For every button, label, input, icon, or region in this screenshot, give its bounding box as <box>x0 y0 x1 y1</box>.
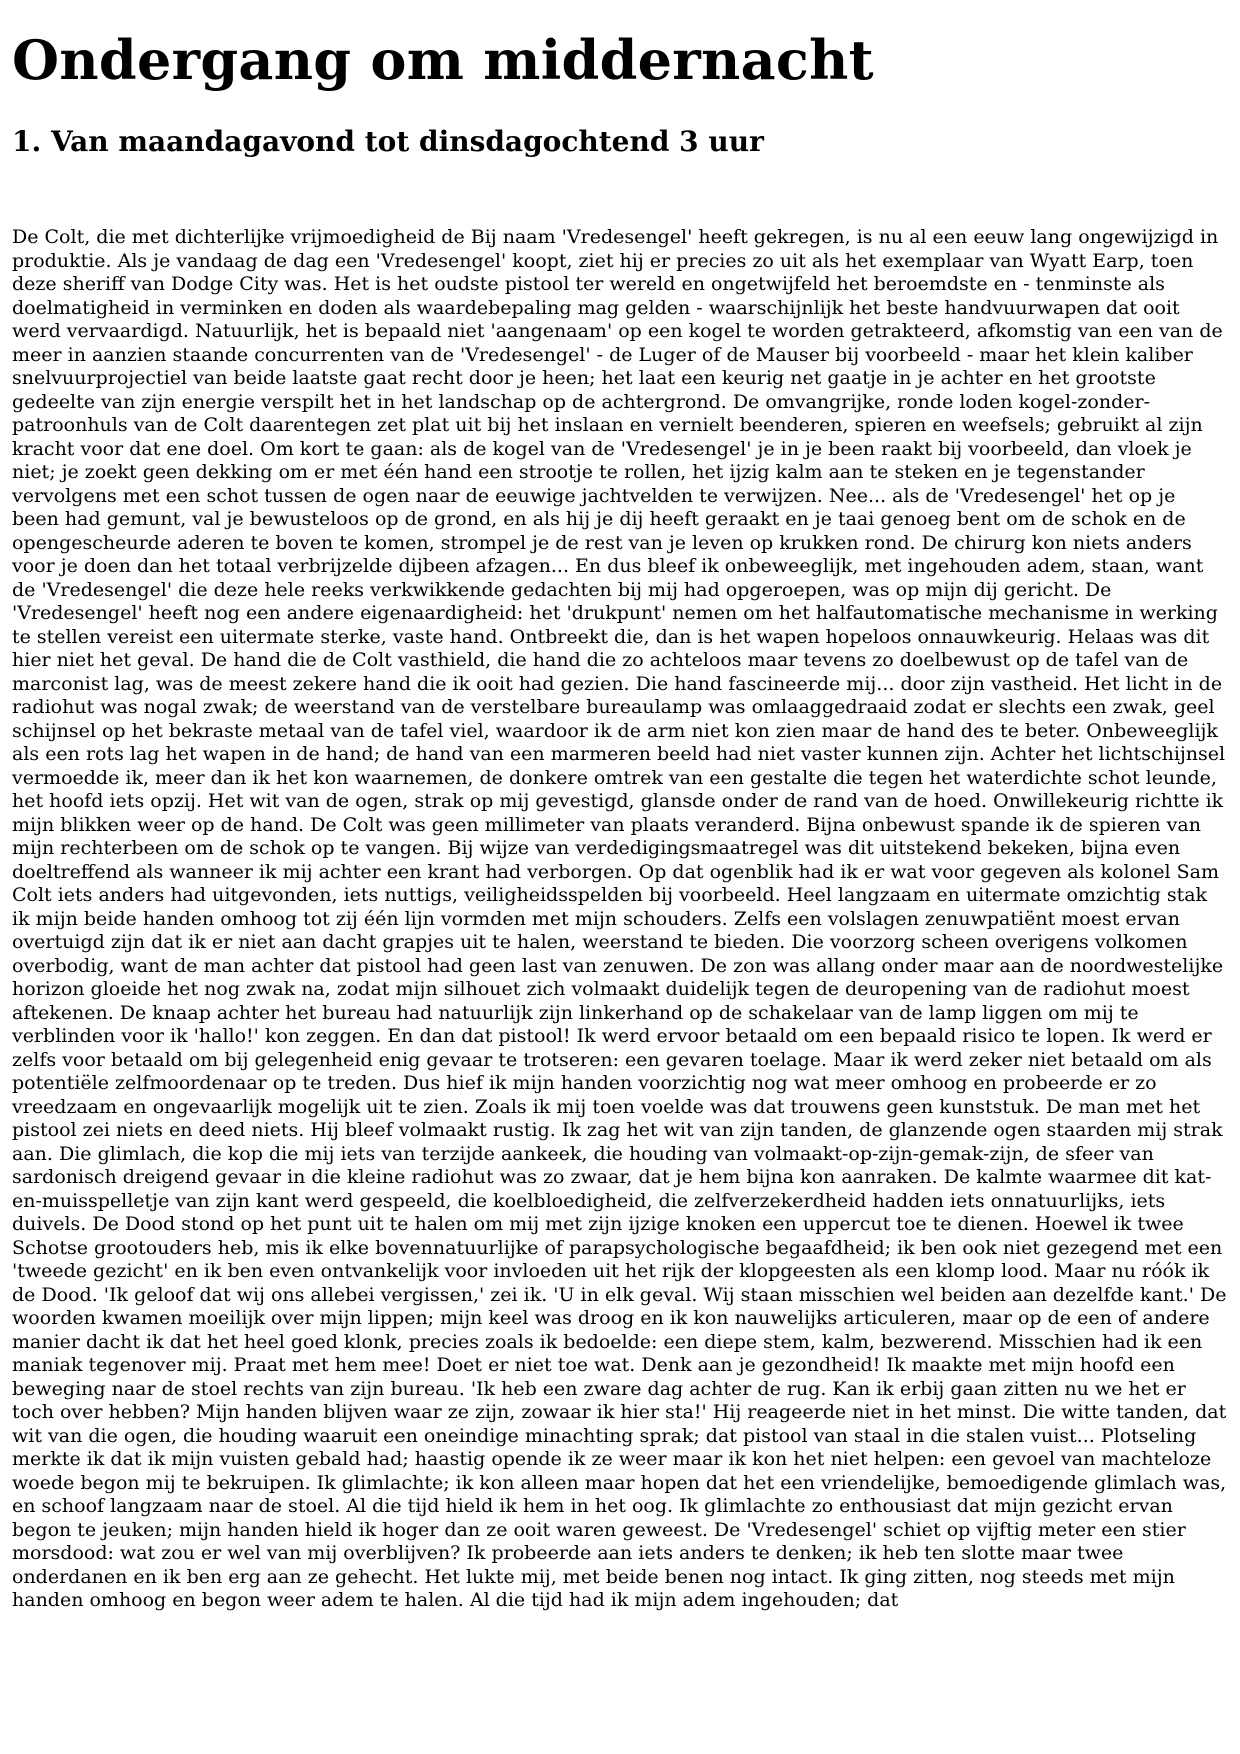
document-title: Ondergang om middernacht <box>12 28 874 92</box>
chapter-heading: 1. Van maandagavond tot dinsdagochtend 3 uur <box>12 125 764 158</box>
body-paragraph: De Colt, die met dichterlijke vrijmoedigheid de Bij naam 'Vredesengel' heeft gekregen, is nu al een eeuw lang ongewijzigd in produktie. Als je vandaag de dag een 'Vredesengel' koopt, ziet hij er precies zo uit als het exemplaar van Wyatt Earp, toen deze sheriff van Dodge City was. Het is het oudste pistool ter wereld en ongetwijfeld het beroemdste en - tenminste als doelmatigheid in verminken en doden als waardebepaling mag gelden - waarschijnlijk het beste handvuurwapen dat ooit werd vervaardigd. Natuurlijk, het is bepaald niet 'aangenaam' op een kogel te worden getrakteerd, afkomstig van een van de meer in aanzien staande concurrenten van de 'Vredesengel' - de Luger of de Mauser bij voorbeeld - maar het klein kaliber snelvuurprojectiel van beide laatste gaat recht door je heen; het laat een keurig net gaatje in je achter en het grootste gedeelte van zijn energie verspilt het in het landschap op de achtergrond. De omvangrijke, ronde loden kogel-zonder-patroonhuls van de Colt daarentegen zet plat uit bij het inslaan en vernielt beenderen, spieren en weefsels; gebruikt al zijn kracht voor dat ene doel. Om kort te gaan: als de kogel van de 'Vredesengel' je in je been raakt bij voorbeeld, dan vloek je niet; je zoekt geen dekking om er met één hand een strootje te rollen, het ijzig kalm aan te steken en je tegenstander vervolgens met een schot tussen de ogen naar de eeuwige jachtvelden te verwijzen. Nee... als de 'Vredesengel' het op je been had gemunt, val je bewusteloos op de grond, en als hij je dij heeft geraakt en je taai genoeg bent om de schok en de opengescheurde aderen te boven te komen, strompel je de rest van je leven op krukken rond. De chirurg kon niets anders voor je doen dan het totaal verbrijzelde dijbeen afzagen... En dus bleef ik onbeweeglijk, met ingehouden adem, staan, want de 'Vredesengel' die deze hele reeks verkwikkende gedachten bij mij had opgeroepen, was op mijn dij gericht. De 'Vredesengel' heeft nog een andere eigenaardigheid: het 'drukpunt' nemen om het halfautomatische mechanisme in werking te stellen vereist een uitermate sterke, vaste hand. Ontbreekt die, dan is het wapen hopeloos onnauwkeurig. Helaas was dit hier niet het geval. De hand die de Colt vasthield, die hand die zo achteloos maar tevens zo doelbewust op de tafel van de marconist lag, was de meest zekere hand die ik ooit had gezien. Die hand fascineerde mij... door zijn vastheid. Het licht in de radiohut was nogal zwak; de weerstand van de verstelbare bureaulamp was omlaaggedraaid zodat er slechts een zwak, geel schijnsel op het bekraste metaal van de tafel viel, waardoor ik de arm niet kon zien maar de hand des te beter. Onbeweeglijk als een rots lag het wapen in de hand; de hand van een marmeren beeld had niet vaster kunnen zijn. Achter het lichtschijnsel vermoedde ik, meer dan ik het kon waarnemen, de donkere omtrek van een gestalte die tegen het waterdichte schot leunde, het hoofd iets opzij. Het wit van de ogen, strak op mij gevestigd, glansde onder de rand van de hoed. Onwillekeurig richtte ik mijn blikken weer op de hand. De Colt was geen millimeter van plaats veranderd. Bijna onbewust spande ik de spieren van mijn rechterbeen om de schok op te vangen. Bij wijze van verdedigingsmaatregel was dit uitstekend bekeken, bijna even doeltreffend als wanneer ik mij achter een krant had verborgen. Op dat ogenblik had ik er wat voor gegeven als kolonel Sam Colt iets anders had uitgevonden, iets nuttigs, veiligheidsspelden bij voorbeeld. Heel langzaam en uitermate omzichtig stak ik mijn beide handen omhoog tot zij één lijn vormden met mijn schouders. Zelfs een volslagen zenuwpatiënt moest ervan overtuigd zijn dat ik er niet aan dacht grapjes uit te halen, weerstand te bieden. Die voorzorg scheen overigens volkomen overbodig, want de man achter dat pistool had geen last van zenuwen. De zon was allang onder maar aan de noordwestelijke horizon gloeide het nog zwak na, zodat mijn silhouet zich volmaakt duidelijk tegen de deuropening van de radiohut moest aftekenen. De knaap achter het bureau had natuurlijk zijn linkerhand op de schakelaar van de lamp liggen om mij te verblinden voor ik 'hallo!' kon zeggen. En dan dat pistool! Ik werd ervoor betaald om een bepaald risico te lopen. Ik werd er zelfs voor betaald om bij gelegenheid enig gevaar te trotseren: een gevaren toelage. Maar ik werd zeker niet betaald om als potentiële zelfmoordenaar op te treden. Dus hief ik mijn handen voorzichtig nog wat meer omhoog en probeerde er zo vreedzaam en ongevaarlijk mogelijk uit te zien. Zoals ik mij toen voelde was dat trouwens geen kunststuk. De man met het pistool zei niets en deed niets. Hij bleef volmaakt rustig. Ik zag het wit van zijn tanden, de glanzende ogen staarden mij strak aan. Die glimlach, die kop die mij iets van terzijde aankeek, die houding van volmaakt-op-zijn-gemak-zijn, de sfeer van sardonisch dreigend gevaar in die kleine radiohut was zo zwaar, dat je hem bijna kon aanraken. De kalmte waarmee dit kat-en-muisspelletje van zijn kant werd gespeeld, die koelbloedigheid, die zelfverzekerdheid hadden iets onnatuurlijks, iets duivels. De Dood stond op het punt uit te halen om mij met zijn ijzige knoken een uppercut toe te dienen. Hoewel ik twee Schotse grootouders heb, mis ik elke bovennatuurlijke of parapsychologische begaafdheid; ik ben ook niet gezegend met een 'tweede gezicht' en ik ben even ontvankelijk voor invloeden uit het rijk der klopgeesten als een klomp lood. Maar nu róók ik de Dood. 'Ik geloof dat wij ons allebei vergissen,' zei ik. 'U in elk geval. Wij staan misschien wel beiden aan dezelfde kant.' De woorden kwamen moeilijk over mijn lippen; mijn keel was droog en ik kon nauwelijks articuleren, maar op de een of andere manier dacht ik dat het heel goed klonk, precies zoals ik bedoelde: een diepe stem, kalm, bezwerend. Misschien had ik een maniak tegenover mij. Praat met hem mee! Doet er niet toe wat. Denk aan je gezondheid! Ik maakte met mijn hoofd een beweging naar de stoel rechts van zijn bureau. 'Ik heb een zware dag achter de rug. Kan ik erbij gaan zitten nu we het er toch over hebben? Mijn handen blijven waar ze zijn, zowaar ik hier sta!' Hij reageerde niet in het minst. Die witte tanden, dat wit van die ogen, die houding waaruit een oneindige minachting sprak; dat pistool van staal in die stalen vuist... Plotseling merkte ik dat ik mijn vuisten gebald had; haastig opende ik ze weer maar ik kon het niet helpen: een gevoel van machteloze woede begon mij te bekruipen. Ik glimlachte; ik kon alleen maar hopen dat het een vriendelijke, bemoedigende glimlach was, en schoof langzaam naar de stoel. Al die tijd hield ik hem in het oog. Ik glimlachte zo enthousiast dat mijn gezicht ervan begon te jeuken; mijn handen hield ik hoger dan ze ooit waren geweest. De 'Vredesengel' schiet op vijftig meter een stier morsdood: wat zou er wel van mij overblijven? Ik probeerde aan iets anders te denken; ik heb ten slotte maar twee onderdanen en ik ben erg aan ze gehecht. Het lukte mij, met beide benen nog intact. Ik ging zitten, nog steeds met mijn handen omhoog en begon weer adem te halen. Al die tijd had ik mijn adem ingehouden; dat <box>12 226 1227 1611</box>
